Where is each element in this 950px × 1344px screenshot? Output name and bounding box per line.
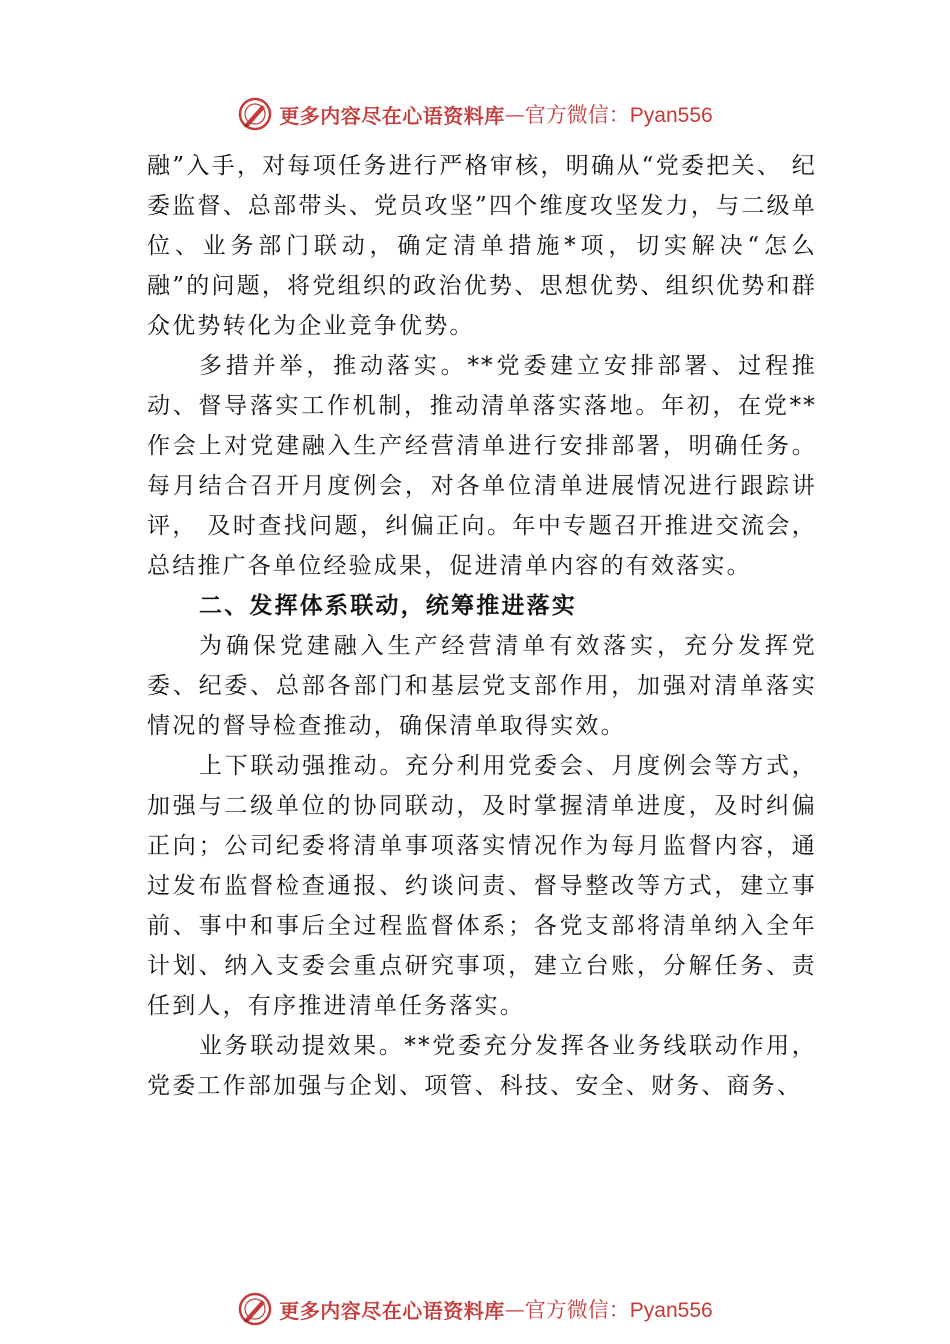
watermark-text: 更多内容尽在心语资料库 — [279, 103, 505, 128]
footer-watermark — [0, 1289, 950, 1329]
watermark-account: 官方微信：Pyan556 — [524, 104, 713, 127]
pen-seal-logo-icon — [237, 96, 273, 132]
document-body — [147, 146, 817, 1106]
paragraph-measures: 多措并举，推动落实。**党委建立安排部署、过程推动、督导落实工作机制，推动清单落实落地。年初，在党**作会上对党建融入生产经营清单进行安排部署，明确任务。每月结合召开月度例会，对各单位清单进展情况进行跟踪讲评， 及时查找问题，纠偏正向。年中专题召开推进交流会，总结推广各单位经验成果，促进清单内容的有效落实。 — [147, 353, 817, 579]
section-heading: 二、发挥体系联动，统筹推进落实 — [199, 593, 577, 619]
header-watermark — [0, 94, 950, 134]
watermark-dash: — — [504, 1297, 525, 1321]
paragraph-continuation: 融”入手，对每项任务进行严格审核，明确从“党委把关、 纪委监督、总部带头、党员攻坚”四个维度攻坚发力，与二级单位、业务部门联动，确定清单措施*项，切实解决“怎么融”的问题，将党组织的政治优势、思想优势、组织优势和群众优势转化为企业竞争优势。 — [147, 153, 817, 339]
paragraph-intro: 为确保党建融入生产经营清单有效落实，充分发挥党委、纪委、总部各部门和基层党支部作用，加强对清单落实情况的督导检查推动，确保清单取得实效。 — [147, 633, 817, 739]
watermark-dash: — — [504, 102, 525, 126]
pen-seal-logo-icon — [237, 1291, 273, 1327]
paragraph-business-linkage: 业务联动提效果。**党委充分发挥各业务线联动作用， 党委工作部加强与企划、项管、科技、安全、财务、商务、 — [147, 1033, 817, 1099]
watermark-account: 官方微信：Pyan556 — [524, 1299, 713, 1322]
watermark-text: 更多内容尽在心语资料库 — [279, 1298, 505, 1323]
paragraph-vertical-linkage: 上下联动强推动。充分利用党委会、月度例会等方式， 加强与二级单位的协同联动，及时掌握清单进度，及时纠偏正向；公司纪委将清单事项落实情况作为每月监督内容，通过发布监督检查通报、约谈问责、督导整改等方式，建立事前、事中和事后全过程监督体系；各党支部将清单纳入全年计划、纳入支委会重点研究事项，建立台账，分解任务、责任到人，有序推进清单任务落实。 — [147, 753, 817, 1019]
